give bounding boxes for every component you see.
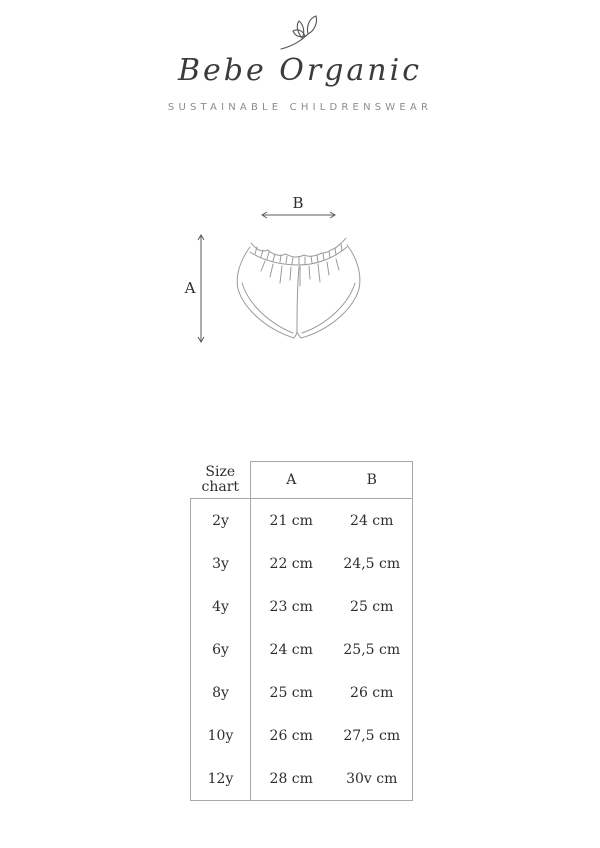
width-dimension-label: B bbox=[292, 194, 304, 212]
measure-a: 22 cm bbox=[251, 542, 332, 585]
size-chart-header-line2: chart bbox=[201, 478, 240, 495]
size-label: 8y bbox=[191, 671, 251, 714]
size-label: 10y bbox=[191, 714, 251, 757]
size-label: 3y bbox=[191, 542, 251, 585]
size-chart-header-cell bbox=[191, 462, 251, 499]
measure-a: 24 cm bbox=[251, 628, 332, 671]
height-arrow bbox=[198, 235, 204, 342]
size-row-4y bbox=[191, 585, 413, 628]
size-label: 4y bbox=[191, 585, 251, 628]
measure-a: 21 cm bbox=[251, 499, 332, 543]
measure-b: 25 cm bbox=[332, 585, 413, 628]
measure-a: 26 cm bbox=[251, 714, 332, 757]
size-row-6y bbox=[191, 628, 413, 671]
measure-b: 30v cm bbox=[332, 757, 413, 801]
shorts-measurement-diagram bbox=[170, 185, 420, 355]
size-row-8y bbox=[191, 671, 413, 714]
measure-a: 23 cm bbox=[251, 585, 332, 628]
size-chart-table bbox=[190, 461, 413, 801]
size-row-10y bbox=[191, 714, 413, 757]
column-a-header: A bbox=[251, 462, 332, 499]
measure-b: 25,5 cm bbox=[332, 628, 413, 671]
branch-leaves-icon bbox=[0, 13, 600, 53]
brand-tagline: SUSTAINABLE CHILDRENSWEAR bbox=[167, 102, 433, 113]
size-chart-header-line1: Size bbox=[205, 463, 236, 480]
size-row-12y bbox=[191, 757, 413, 801]
size-label: 2y bbox=[191, 499, 251, 543]
measure-b: 27,5 cm bbox=[332, 714, 413, 757]
measure-b: 24,5 cm bbox=[332, 542, 413, 585]
column-b-header: B bbox=[332, 462, 413, 499]
size-label: 6y bbox=[191, 628, 251, 671]
measure-b: 24 cm bbox=[332, 499, 413, 543]
measure-a: 25 cm bbox=[251, 671, 332, 714]
measure-a: 28 cm bbox=[251, 757, 332, 801]
width-arrow bbox=[262, 212, 335, 218]
size-label: 12y bbox=[191, 757, 251, 801]
brand-name: Bebe Organic bbox=[177, 53, 423, 88]
measure-b: 26 cm bbox=[332, 671, 413, 714]
table-header-row bbox=[191, 462, 413, 499]
size-row-2y bbox=[191, 499, 413, 543]
height-dimension-label: A bbox=[184, 279, 196, 297]
size-row-3y bbox=[191, 542, 413, 585]
shorts-sketch-icon bbox=[237, 238, 360, 338]
